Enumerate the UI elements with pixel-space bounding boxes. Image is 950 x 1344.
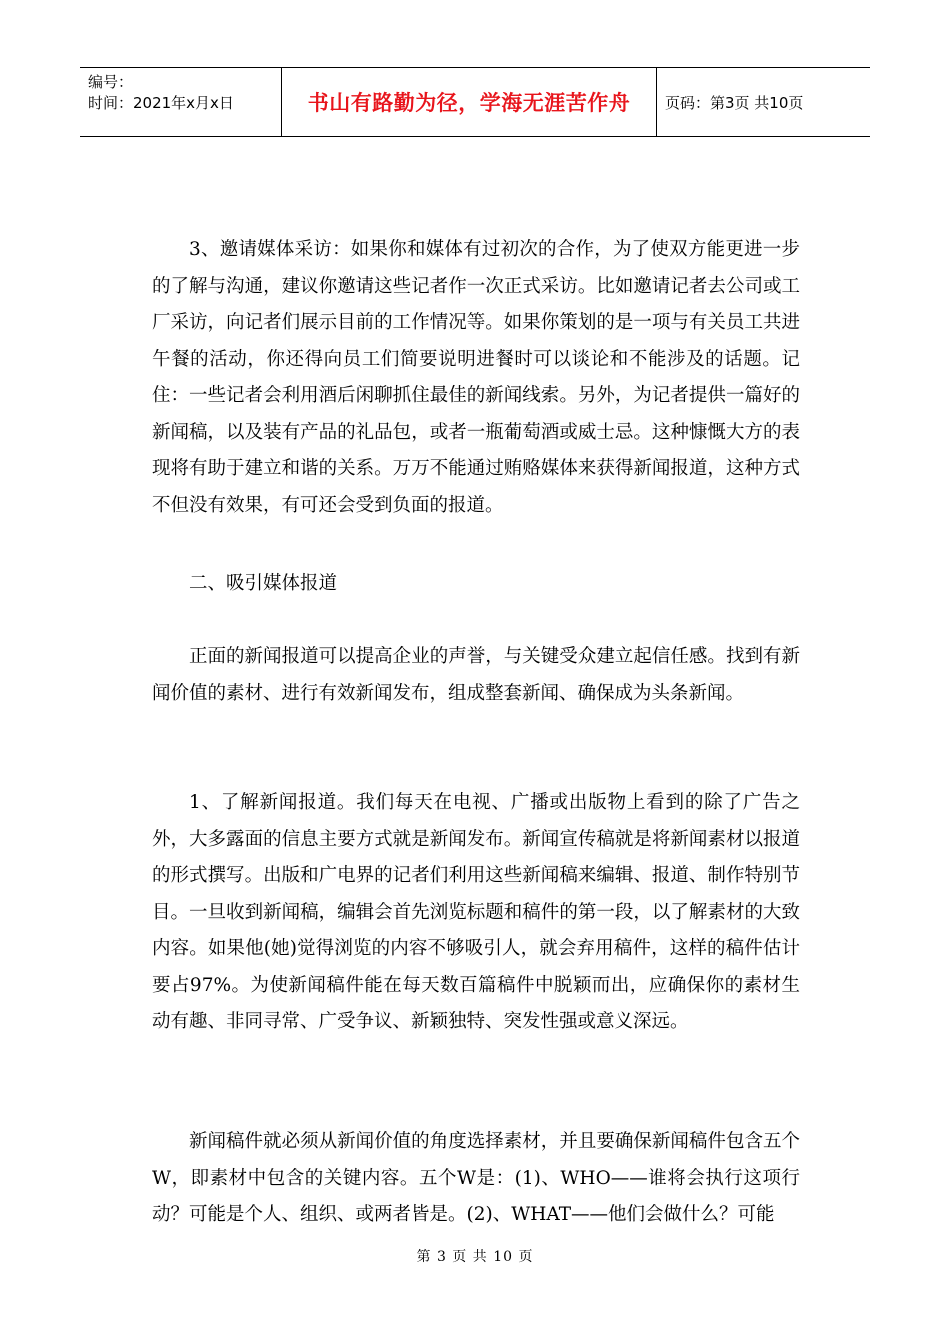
page-footer: 第 3 页 共 10 页 (416, 1249, 534, 1265)
paragraph-text: 正面的新闻报道可以提高企业的声誉，与关键受众建立起信任感。找到有新闻价值的素材、进行有效新闻发布，组成整套新闻、确保成为头条新闻。 (152, 646, 800, 704)
header-motto: 书山有路勤为径，学海无涯苦作舟 (282, 68, 657, 136)
paragraph-invite-media (152, 232, 800, 524)
paragraph-five-w (152, 1124, 800, 1234)
header-table (80, 67, 870, 137)
paragraph-positive-coverage (152, 639, 800, 712)
paragraph-text: 1、了解新闻报道。我们每天在电视、广播或出版物上看到的除了广告之外，大多露面的信息主要方式就是新闻发布。新闻宣传稿就是将新闻素材以报道的形式撰写。出版和广电界的记者们利用这些新闻稿来编辑、报道、制作特别节目。一旦收到新闻稿，编辑会首先浏览标题和稿件的第一段，以了解素材的大致内容。如果他(她)觉得浏览的内容不够吸引人，就会弃用稿件，这样的稿件估计要占97%。为使新闻稿件能在每天数百篇稿件中脱颖而出，应确保你的素材生动有趣、非同寻常、广受争议、新颖独特、突发性强或意义深远。 (152, 792, 800, 1032)
document-time-label: 时间：2021年x月x日 (88, 94, 234, 112)
section-heading-text: 二、吸引媒体报道 (189, 573, 338, 594)
paragraph-text: 3、邀请媒体采访：如果你和媒体有过初次的合作，为了使双方能更进一步的了解与沟通，建议你邀请这些记者作一次正式采访。比如邀请记者去公司或工厂采访，向记者们展示目前的工作情况等。如果你策划的是一项与有关员工共进午餐的活动，你还得向员工们简要说明进餐时可以谈论和不能涉及的话题。记住：一些记者会利用酒后闲聊抓住最佳的新闻线索。另外，为记者提供一篇好的新闻稿，以及装有产品的礼品包，或者一瓶葡萄酒或威士忌。这种慷慨大方的表现将有助于建立和谐的关系。万万不能通过贿赂媒体来获得新闻报道，这种方式不但没有效果，有可还会受到负面的报道。 (152, 239, 800, 516)
paragraph-text: 新闻稿件就必须从新闻价值的角度选择素材，并且要确保新闻稿件包含五个W，即素材中包含的关键内容。五个W是：(1)、WHO——谁将会执行这项行动？可能是个人、组织、或两者皆是。(2)、WHAT——他们会做什么？可能 (152, 1131, 800, 1225)
header-meta-cell (80, 68, 282, 136)
header-page-info: 页码：第3页 共10页 (665, 93, 804, 112)
document-number-label: 编号： (88, 73, 134, 91)
paragraph-understand-news (152, 785, 800, 1041)
section-heading-attract-media (152, 566, 800, 603)
